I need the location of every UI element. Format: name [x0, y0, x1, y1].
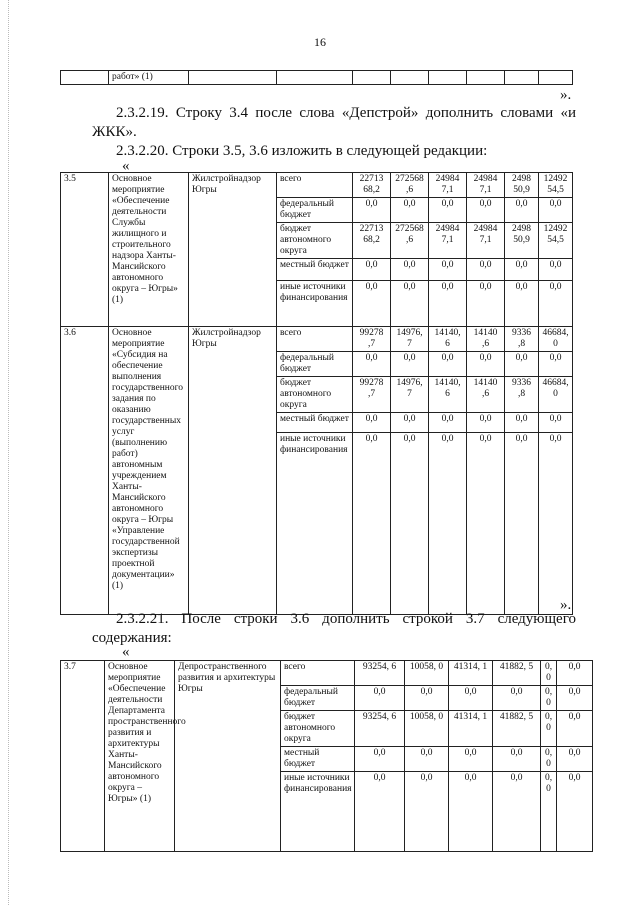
amount-cell: 0,0 [405, 747, 449, 772]
amount-cell: 0,0 [353, 413, 391, 433]
amount-cell: 0,0 [405, 686, 449, 711]
amount-cell: 0,0 [353, 352, 391, 377]
amount-cell: 0,0 [505, 433, 539, 615]
opening-quote: « [122, 644, 130, 660]
funding-source: федеральный бюджет [281, 686, 355, 711]
amount-cell: 14140, 6 [429, 327, 467, 352]
amount-cell: 14976, 7 [391, 377, 429, 413]
fragment-cell [505, 71, 539, 85]
funding-source: всего [277, 327, 353, 352]
amount-cell: 0,0 [449, 747, 493, 772]
amount-cell: 14140 ,6 [467, 327, 505, 352]
amount-cell: 14140, 6 [429, 377, 467, 413]
amount-cell: 22713 68,2 [353, 223, 391, 259]
amount-cell: 99278 ,7 [353, 327, 391, 352]
amount-cell: 9336 ,8 [505, 327, 539, 352]
amount-cell: 0,0 [391, 433, 429, 615]
amount-cell: 0, 0 [541, 747, 557, 772]
funding-source: иные источники финансирования [277, 433, 353, 615]
funding-source: иные источники финансирования [277, 281, 353, 327]
executor: Депространственного развития и архитектуры Югры [175, 661, 281, 852]
amount-cell: 0,0 [353, 259, 391, 281]
amount-cell: 0,0 [493, 686, 541, 711]
funding-source: федеральный бюджет [277, 352, 353, 377]
funding-source: бюджет автономного округа [277, 223, 353, 259]
funding-source: всего [277, 173, 353, 198]
amount-cell: 0,0 [539, 433, 573, 615]
amount-cell: 0, 0 [541, 772, 557, 852]
amount-cell: 9336 ,8 [505, 377, 539, 413]
amount-cell: 41314, 1 [449, 711, 493, 747]
amount-cell: 24984 7,1 [467, 173, 505, 198]
fragment-cell [539, 71, 573, 85]
executor: Жилстройнадзор Югры [189, 173, 277, 327]
amount-cell: 14140 ,6 [467, 377, 505, 413]
amount-cell: 0,0 [353, 281, 391, 327]
page-number: 16 [314, 35, 326, 49]
amount-cell: 0,0 [557, 747, 593, 772]
amount-cell: 46684, 0 [539, 377, 573, 413]
amount-cell: 0,0 [355, 747, 405, 772]
amount-cell: 24984 7,1 [429, 223, 467, 259]
amount-cell: 22713 68,2 [353, 173, 391, 198]
table-row [61, 173, 573, 198]
amount-cell: 0,0 [539, 259, 573, 281]
amount-cell: 272568 ,6 [391, 223, 429, 259]
opening-quote: « [122, 158, 130, 174]
amount-cell: 0,0 [505, 413, 539, 433]
closing-quote: ». [560, 87, 572, 103]
amount-cell: 0,0 [493, 772, 541, 852]
funding-source: бюджет автономного округа [281, 711, 355, 747]
amount-cell: 2498 50,9 [505, 173, 539, 198]
paragraph-2-3-2-20: 2.3.2.20. Строки 3.5, 3.6 изложить в следующей редакции: [116, 143, 488, 159]
amount-cell: 0,0 [467, 259, 505, 281]
amount-cell: 0,0 [539, 413, 573, 433]
fragment-cell-text: работ» (1) [109, 71, 189, 85]
amount-cell: 0,0 [505, 259, 539, 281]
amount-cell: 0,0 [557, 686, 593, 711]
amount-cell: 0,0 [467, 433, 505, 615]
funding-table-b [60, 660, 593, 852]
row-number: 3.6 [61, 327, 109, 615]
funding-source: бюджет автономного округа [277, 377, 353, 413]
amount-cell: 0,0 [391, 259, 429, 281]
fragment-cell [429, 71, 467, 85]
table-fragment [60, 70, 573, 85]
amount-cell: 41314, 1 [449, 661, 493, 686]
activity-name: Основное мероприятие «Обеспечение деятельности Службы жилищного и строительного надзора Ханты-Мансийского автономного округа – Югры» (1) [109, 173, 189, 327]
amount-cell: 14976, 7 [391, 327, 429, 352]
amount-cell: 0,0 [353, 198, 391, 223]
amount-cell: 24984 7,1 [429, 173, 467, 198]
amount-cell: 0,0 [449, 772, 493, 852]
funding-source: федеральный бюджет [277, 198, 353, 223]
funding-source: местный бюджет [277, 259, 353, 281]
amount-cell: 2498 50,9 [505, 223, 539, 259]
fragment-cell [277, 71, 353, 85]
amount-cell: 0,0 [449, 686, 493, 711]
funding-source: местный бюджет [277, 413, 353, 433]
amount-cell: 0,0 [493, 747, 541, 772]
funding-source: местный бюджет [281, 747, 355, 772]
amount-cell: 0,0 [467, 413, 505, 433]
fragment-cell [391, 71, 429, 85]
activity-name: Основное мероприятие «Обеспечение деятельности Департамента пространственного развития и архитектуры Ханты-Мансийского автономного округа – Югры» (1) [105, 661, 175, 852]
closing-quote: ». [560, 597, 572, 613]
amount-cell: 46684, 0 [539, 327, 573, 352]
funding-source: иные источники финансирования [281, 772, 355, 852]
amount-cell: 0,0 [505, 198, 539, 223]
amount-cell: 99278 ,7 [353, 377, 391, 413]
amount-cell: 0,0 [467, 198, 505, 223]
amount-cell: 12492 54,5 [539, 173, 573, 198]
amount-cell: 0,0 [539, 281, 573, 327]
amount-cell: 0,0 [467, 281, 505, 327]
fragment-cell [61, 71, 109, 85]
amount-cell: 93254, 6 [355, 661, 405, 686]
table-row [61, 327, 573, 352]
amount-cell: 0,0 [391, 352, 429, 377]
paragraph-2-3-2-21: 2.3.2.21. После строки 3.6 дополнить строкой 3.7 следующего содержания: [92, 611, 576, 646]
amount-cell: 0,0 [353, 433, 391, 615]
funding-source: всего [281, 661, 355, 686]
amount-cell: 0,0 [355, 686, 405, 711]
amount-cell: 24984 7,1 [467, 223, 505, 259]
paragraph-2-3-2-19: 2.3.2.19. Строку 3.4 после слова «Депстрой» дополнить словами «и ЖКК». [92, 105, 576, 140]
row-number: 3.7 [61, 661, 105, 852]
amount-cell: 0,0 [505, 281, 539, 327]
fragment-cell [189, 71, 277, 85]
amount-cell: 0,0 [391, 281, 429, 327]
activity-name: Основное мероприятие «Субсидия на обеспечение выполнения государственного задания по оказанию государственных услуг (выполнению работ) автономным учреждением Ханты-Мансийского автономного округа – Югры «Управление государственной экспертизы проектной документации» (1) [109, 327, 189, 615]
amount-cell: 0,0 [429, 352, 467, 377]
amount-cell: 0,0 [429, 198, 467, 223]
amount-cell: 0, 0 [541, 711, 557, 747]
amount-cell: 93254, 6 [355, 711, 405, 747]
amount-cell: 0,0 [539, 352, 573, 377]
funding-table-a [60, 172, 573, 615]
fragment-cell [353, 71, 391, 85]
amount-cell: 0,0 [429, 281, 467, 327]
amount-cell: 0,0 [539, 198, 573, 223]
amount-cell: 0, 0 [541, 686, 557, 711]
amount-cell: 0,0 [391, 413, 429, 433]
amount-cell: 0,0 [505, 352, 539, 377]
amount-cell: 0,0 [557, 711, 593, 747]
table-row [61, 661, 593, 686]
amount-cell: 0,0 [467, 352, 505, 377]
amount-cell: 41882, 5 [493, 711, 541, 747]
amount-cell: 0,0 [429, 413, 467, 433]
amount-cell: 10058, 0 [405, 661, 449, 686]
amount-cell: 0,0 [391, 198, 429, 223]
amount-cell: 272568 ,6 [391, 173, 429, 198]
scan-margin-line [8, 0, 9, 905]
amount-cell: 0, 0 [541, 661, 557, 686]
amount-cell: 0,0 [557, 772, 593, 852]
executor: Жилстройнадзор Югры [189, 327, 277, 615]
amount-cell: 12492 54,5 [539, 223, 573, 259]
amount-cell: 0,0 [405, 772, 449, 852]
row-number: 3.5 [61, 173, 109, 327]
fragment-cell [467, 71, 505, 85]
amount-cell: 0,0 [429, 433, 467, 615]
amount-cell: 0,0 [355, 772, 405, 852]
amount-cell: 10058, 0 [405, 711, 449, 747]
amount-cell: 41882, 5 [493, 661, 541, 686]
amount-cell: 0,0 [429, 259, 467, 281]
amount-cell: 0,0 [557, 661, 593, 686]
